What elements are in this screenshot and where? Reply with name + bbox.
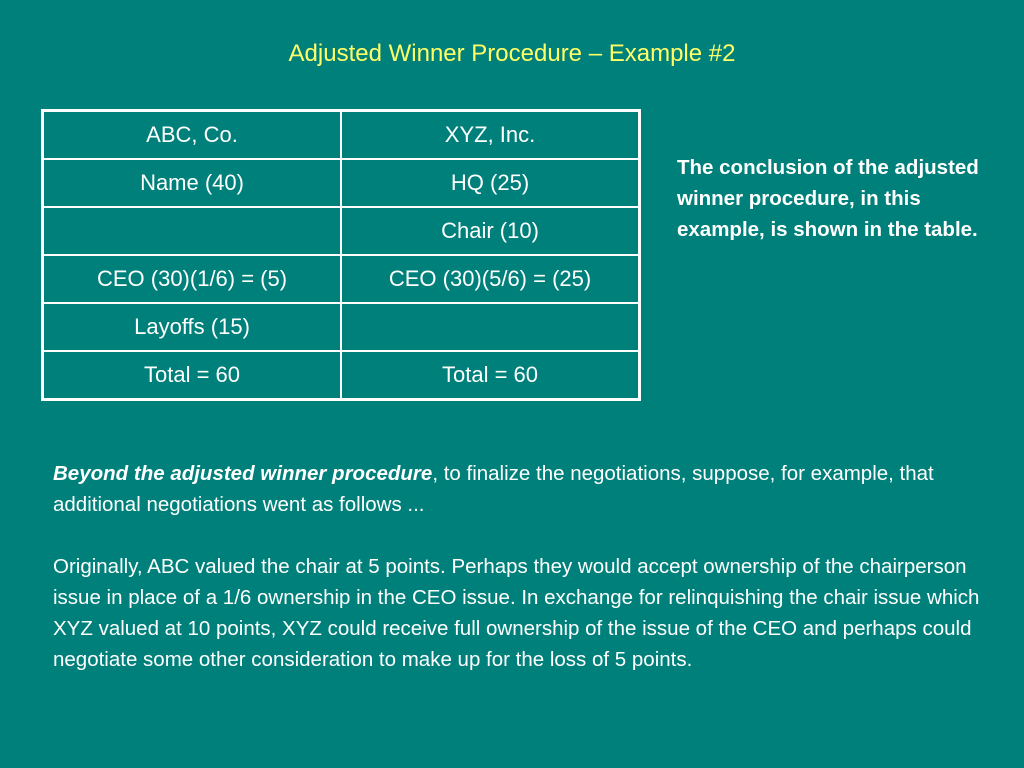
slide-title: Adjusted Winner Procedure – Example #2 [288, 40, 736, 67]
table-header-row [43, 111, 640, 160]
table-row [43, 255, 640, 303]
paragraph-1 [53, 458, 983, 520]
table-cell-xyz: CEO (30)(5/6) = (25) [341, 255, 639, 303]
table-cell-abc [43, 207, 342, 255]
conclusion-note: The conclusion of the adjusted winner procedure, in this example, is shown in the table. [677, 156, 979, 241]
table-cell-xyz: Chair (10) [341, 207, 639, 255]
table-cell-abc: Layoffs (15) [43, 303, 342, 351]
paragraph-2: Originally, ABC valued the chair at 5 points. Perhaps they would accept ownership of the chairperson issue in place of a 1/6 ownership in the CEO issue. In exchange for relinquishing the chair issue which XYZ valued at 10 points, XYZ could receive full ownership of the issue of the CEO and perhaps could negotiate some other consideration to make up for the loss of 5 points. [53, 555, 980, 671]
table-cell-abc: Total = 60 [43, 351, 342, 400]
allocation-table [41, 109, 641, 401]
header-abc: ABC, Co. [43, 111, 342, 160]
paragraph-1-rest: , to finalize the negotiations, suppose, for example, that additional negotiations went as follows ... [53, 462, 934, 516]
table-cell-abc: Name (40) [43, 159, 342, 207]
table-row [43, 303, 640, 351]
table-cell-abc: CEO (30)(1/6) = (5) [43, 255, 342, 303]
table-cell-xyz [341, 303, 639, 351]
table-cell-xyz: Total = 60 [341, 351, 639, 400]
body-text [53, 458, 983, 675]
table-row [43, 207, 640, 255]
header-xyz: XYZ, Inc. [341, 111, 639, 160]
table-cell-xyz: HQ (25) [341, 159, 639, 207]
emphasis-text: Beyond the adjusted winner procedure [53, 462, 433, 485]
table-row [43, 159, 640, 207]
table-total-row [43, 351, 640, 400]
